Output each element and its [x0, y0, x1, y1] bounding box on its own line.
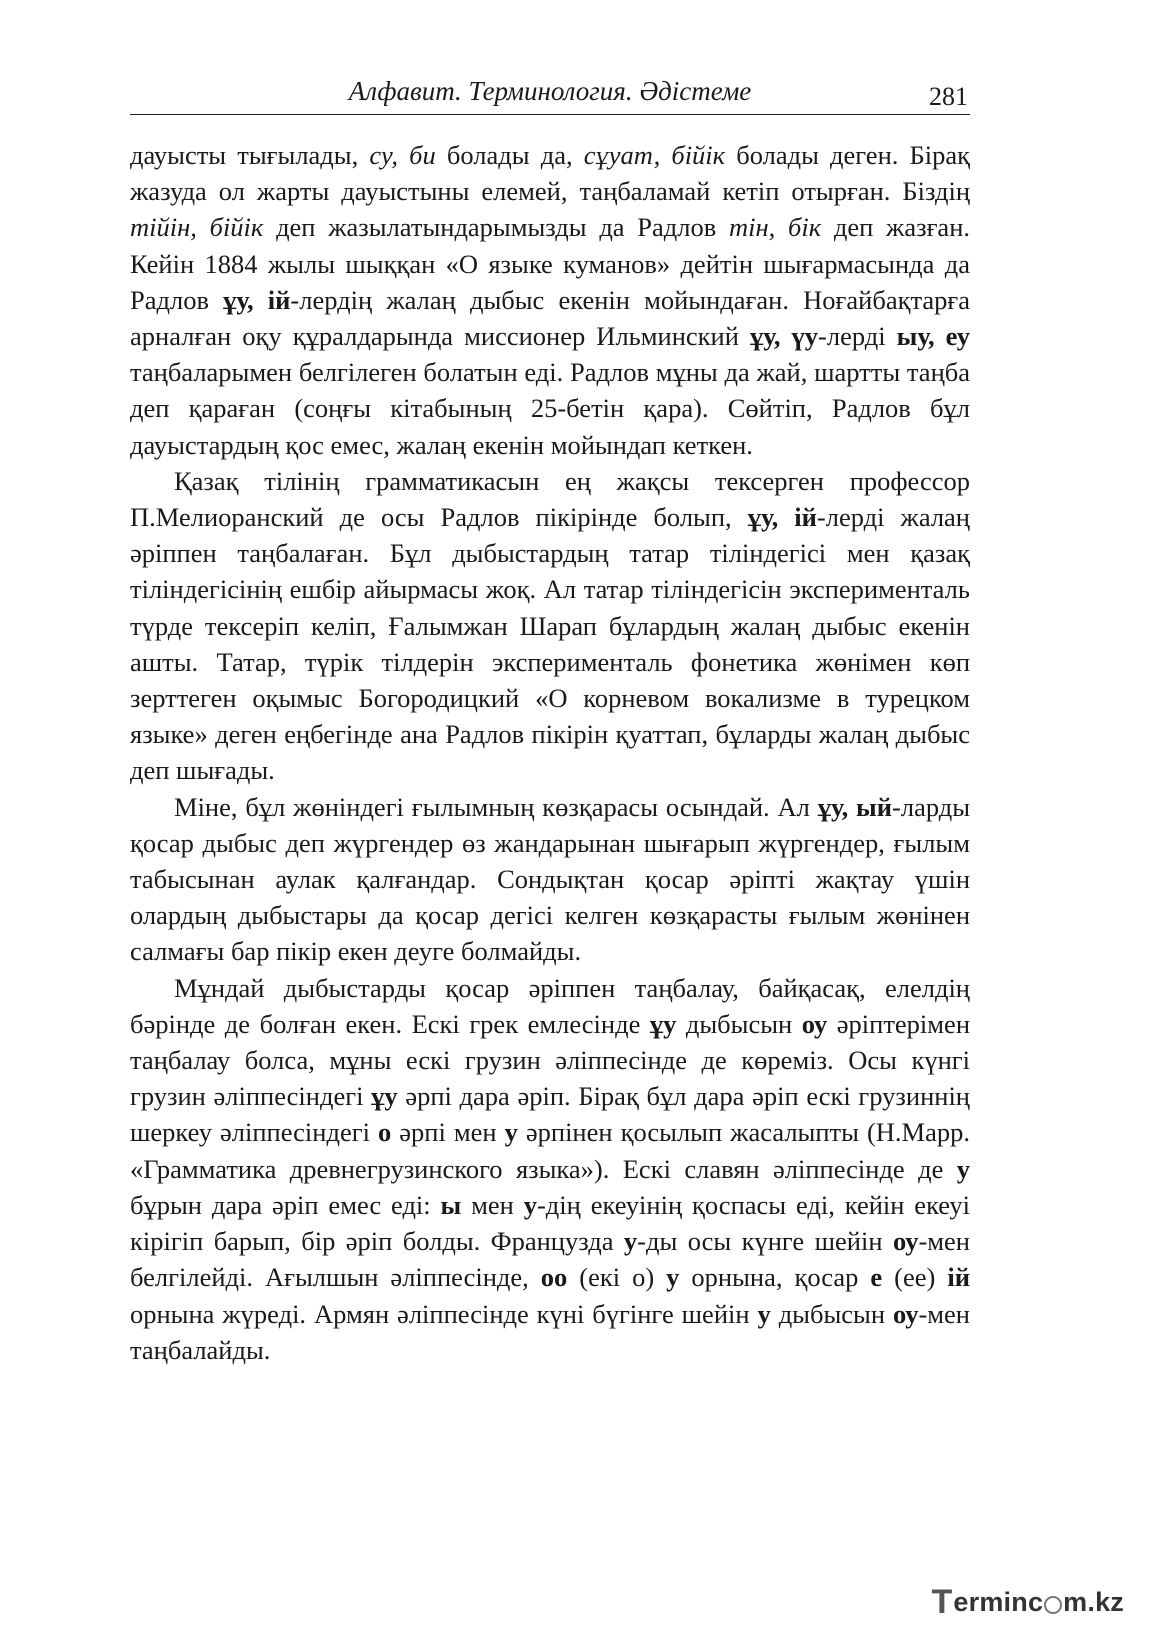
- running-header: [130, 70, 970, 115]
- paragraph: [130, 789, 970, 970]
- text-run: дыбысын: [676, 1008, 802, 1039]
- text-run: дыбысын: [770, 1298, 893, 1329]
- text-run: болады деген. Бірақ жазуда ол жарты дауыстыны елемей, таңбаламай кетіп отырған. Біздің: [130, 140, 970, 207]
- text-run: -лердің жалаң дыбыс екенін мойындаған. Ноғайбақтарға арналған оқу құралдарында миссионер Ильминский: [130, 284, 970, 352]
- magnifier-icon: [1044, 1596, 1062, 1614]
- text-run: әрпінен қосылып жасалыпты (Н.Марр. «Грамматика древнегрузинского языка»). Ескі славян әліппесінде де: [130, 1117, 970, 1184]
- watermark-text-part1: erminc: [953, 1587, 1044, 1617]
- bold-run: у: [666, 1262, 680, 1293]
- bold-run: ұу, ый: [817, 791, 893, 822]
- bold-run: ій: [947, 1262, 970, 1293]
- bold-run: ыу, еу: [896, 321, 970, 352]
- bold-run: оу: [801, 1008, 828, 1039]
- bold-run: ы: [440, 1189, 462, 1220]
- bold-run: ұу, ій: [747, 502, 817, 533]
- text-run: орнына жүреді. Армян әліппесінде күні бүгінге шейін: [130, 1298, 758, 1329]
- text-run: мен: [461, 1189, 524, 1220]
- text-run: дауысты тығылады,: [130, 140, 370, 170]
- text-run: орнына, қосар: [679, 1262, 871, 1293]
- text-run: әрпі мен: [391, 1117, 505, 1148]
- paragraph: [130, 137, 970, 463]
- bold-run: ұу: [371, 1081, 398, 1112]
- text-run: таңбаларымен белгілеген болатын еді. Радлов мұны да жай, шартты таңба деп қараған (соңғы кітабының 25-бетін қара). Сөйтіп, Радлов бұл дауыстардың қос емес, жалаң екенін мойындап кеткен.: [130, 357, 970, 460]
- text-run: болады да,: [435, 140, 584, 170]
- text-run: -лерді: [818, 321, 897, 352]
- bold-run: у: [956, 1153, 970, 1184]
- text-run: Мұндай дыбыстарды қосар әріппен таңбалау, байқасақ, елелдің бәрінде де болған екен. Ескі грек емлесінде: [130, 972, 970, 1039]
- paragraph: [130, 970, 970, 1368]
- text-run: -мен белгілейді. Ағылшын әліппесінде,: [130, 1226, 970, 1293]
- text-run: (екі о): [567, 1262, 667, 1293]
- watermark-letter-t: T: [931, 1583, 953, 1621]
- page-number: 281: [929, 82, 968, 111]
- paragraph: [130, 463, 970, 789]
- text-run: әрпі дара әріп. Бірақ бұл дара әріп ескі грузиннің шеркеу әліппесіндегі: [130, 1081, 970, 1148]
- bold-run: у: [623, 1226, 638, 1257]
- bold-run: оо: [540, 1262, 568, 1293]
- text-run: деп жазған. Кейін 1884 жылы шыққан «О языке куманов» дейтін шығармасында да Радлов: [130, 212, 971, 315]
- text-run: Міне, бұл жөніндегі ғылымның көзқарасы осындай. Ал: [174, 791, 818, 822]
- bold-run: оу: [892, 1226, 919, 1257]
- bold-run: у: [504, 1117, 518, 1148]
- text-run: (ее): [882, 1262, 948, 1293]
- text-run: бұрын дара әріп емес еді:: [130, 1189, 441, 1220]
- text-run: Қазақ тілінің грамматикасын ең жақсы тексерген профессор П.Мелиоранский де осы Радлов пікірінде болып,: [130, 465, 970, 533]
- bold-run: оу: [892, 1298, 919, 1329]
- text-run: әріптерімен таңбалау болса, мұны ескі грузин әліппесінде де көреміз. Осы күнгі грузин әліппесіндегі: [130, 1008, 971, 1112]
- bold-run: о: [377, 1117, 392, 1148]
- text-run: -дің екеуінің қоспасы еді, кейін екеуі кірігіп барып, бір әріп болды. Французда: [130, 1189, 971, 1257]
- bold-run: ұу, үу: [749, 321, 819, 352]
- text-run: деп жазылатындарымызды да Радлов: [263, 212, 730, 243]
- watermark-logo: [931, 1583, 1124, 1622]
- italic-run: тійін, бійік: [130, 212, 264, 243]
- bold-run: е: [870, 1262, 883, 1293]
- italic-run: су, би: [369, 140, 436, 170]
- bold-run: ұу, ій: [223, 284, 291, 315]
- header-title: Алфавит. Терминология. Әдістеме: [348, 76, 752, 106]
- bold-run: у: [757, 1298, 771, 1329]
- text-run: -лерді жалаң әріппен таңбалаған. Бұл дыбыстардың татар тіліндегісі мен қазақ тіліндегісінің ешбір айырмасы жоқ. Ал татар тіліндегісін эксперименталь түрде тексеріп келіп, Ғалымжан Шарап бұлардың жалаң дыбыс екенін ашты. Татар, түрік тілдерін эксперименталь фонетика жөнімен көп зерттеген оқымыс Богородицкий «О корневом вокализме в турецком языке» деген еңбегінде ана Радлов пікірін қуаттап, бұларды жалаң дыбыс деп шығады.: [130, 502, 970, 786]
- watermark-text-part2: m.kz: [1063, 1587, 1124, 1617]
- bold-run: ұу: [649, 1008, 677, 1039]
- italic-run: сұуат, бійік: [583, 140, 726, 170]
- text-run: -ды осы күнге шейін: [637, 1226, 893, 1257]
- italic-run: тін, бік: [729, 212, 822, 243]
- text-run: -мен таңбалайды.: [130, 1298, 970, 1365]
- text-run: -ларды қосар дыбыс деп жүргендер өз жандарынан шығарып жүргендер, ғылым табысынан аулак қалғандар. Сондықтан қосар әріпті жақтау үшін олардың дыбыстары да қосар дегісі келген көзқарасты ғылым жөнінен салмағы бар пікір екен деуге болмайды.: [130, 791, 971, 967]
- bold-run: у: [523, 1189, 537, 1220]
- body-text: [130, 137, 970, 1368]
